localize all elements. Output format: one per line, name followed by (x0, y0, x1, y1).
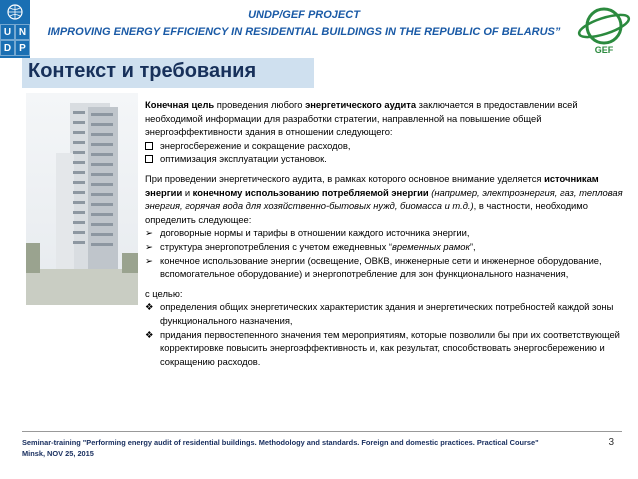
footer-location-date: Minsk, NOV 25, 2015 (22, 449, 94, 458)
footer (22, 437, 539, 459)
audit-text: , в частности, необходимо определить следующее: (145, 200, 588, 225)
intro-text: проведения любого (214, 99, 306, 110)
intro-bold-lead: Конечная цель (145, 99, 215, 110)
diamond-bullet-icon: ❖ (145, 301, 154, 313)
undp-letter: D (0, 40, 15, 56)
gef-logo-icon (576, 4, 632, 58)
determine-italic: временных рамок (392, 240, 470, 252)
project-header-line1: UNDP/GEF PROJECT (248, 9, 360, 21)
audit-text: и (182, 186, 193, 198)
list-item (145, 300, 630, 327)
intro-paragraph (145, 98, 630, 139)
undp-letter: U (0, 24, 15, 40)
audit-bold-term: источникам энергии (145, 172, 599, 198)
list-item (145, 139, 630, 153)
intro-text: заключается в предоставлении всей необходимой информации для разработки стратегии, направленной на повышение общей энергоэффективности здания в отношении следующего: (145, 99, 578, 138)
diamond-bullet-icon: ❖ (145, 328, 154, 340)
list-item (145, 328, 630, 369)
footer-divider (22, 431, 622, 432)
building-photo (26, 93, 138, 305)
undp-letter: N (15, 24, 30, 40)
list-item (145, 254, 630, 281)
checkbox-bullet-icon (145, 139, 157, 154)
list-item (145, 152, 630, 166)
purpose-text: придания первостепенного значения тем мероприятиям, которые позволили бы при их соответствующей корректировке повысить энергоэффективность и, как результат, способствовать энергосбережению и сокращению расходов. (160, 328, 620, 367)
list-item (145, 226, 630, 240)
determine-text: ”, (469, 240, 476, 252)
slide-title-bar (22, 58, 314, 88)
project-header (30, 7, 578, 41)
audit-paragraph (145, 172, 630, 226)
audit-italic-examples: (например, электроэнергия, газ, тепловая энергия, горячая вода для хозяйственно-бытовых нужд, биомасса и т.д.) (145, 186, 623, 212)
checkbox-bullet-icon (145, 152, 157, 167)
audit-bold-term: конечному использованию потребляемой энергии (192, 186, 429, 198)
intro-bold-term: энергетического аудита (305, 99, 417, 110)
determine-text: договорные нормы и тарифы в отношении каждого источника энергии, (160, 227, 470, 239)
determine-text: структура энергопотребления с учетом ежедневных “ (160, 240, 393, 252)
determine-text: конечное использование энергии (освещение, ОВКВ, инженерные сети и инженерное оборудование, вспомогательное оборудование) и энергопотребление для зон функционального назначения, (160, 254, 602, 280)
purpose-label: с целью: (145, 287, 183, 299)
project-header-line2: IMPROVING ENERGY EFFICIENCY IN RESIDENTIAL BUILDINGS IN THE REPUBLIC OF BELARUS” (47, 26, 561, 38)
audit-text: При проведении энергетического аудита, в рамках которого основное внимание уделяется (145, 172, 545, 184)
footer-seminar-title: Seminar-training "Performing energy audit of residential buildings. Methodology and standards. Foreign and domestic practices. Practical Course" (22, 438, 539, 447)
arrow-bullet-icon: ➢ (145, 254, 153, 266)
purpose-text: определения общих энергетических характеристик здания и энергетических потребностей каждой зоны функционального назначения, (160, 301, 614, 326)
list-item (145, 240, 630, 254)
gef-label: GEF (594, 45, 614, 55)
arrow-bullet-icon: ➢ (145, 240, 153, 252)
goal-text: энергосбережение и сокращение расходов, (160, 139, 351, 151)
undp-letters (0, 24, 30, 56)
un-emblem-icon (4, 2, 26, 22)
undp-logo (0, 0, 30, 58)
slide-body (145, 98, 630, 368)
undp-letter: P (15, 40, 30, 56)
page-number: 3 (608, 437, 614, 448)
slide-title: Контекст и требования (28, 60, 257, 82)
arrow-bullet-icon: ➢ (145, 227, 153, 239)
goal-text: оптимизация эксплуатации установок. (160, 153, 327, 165)
